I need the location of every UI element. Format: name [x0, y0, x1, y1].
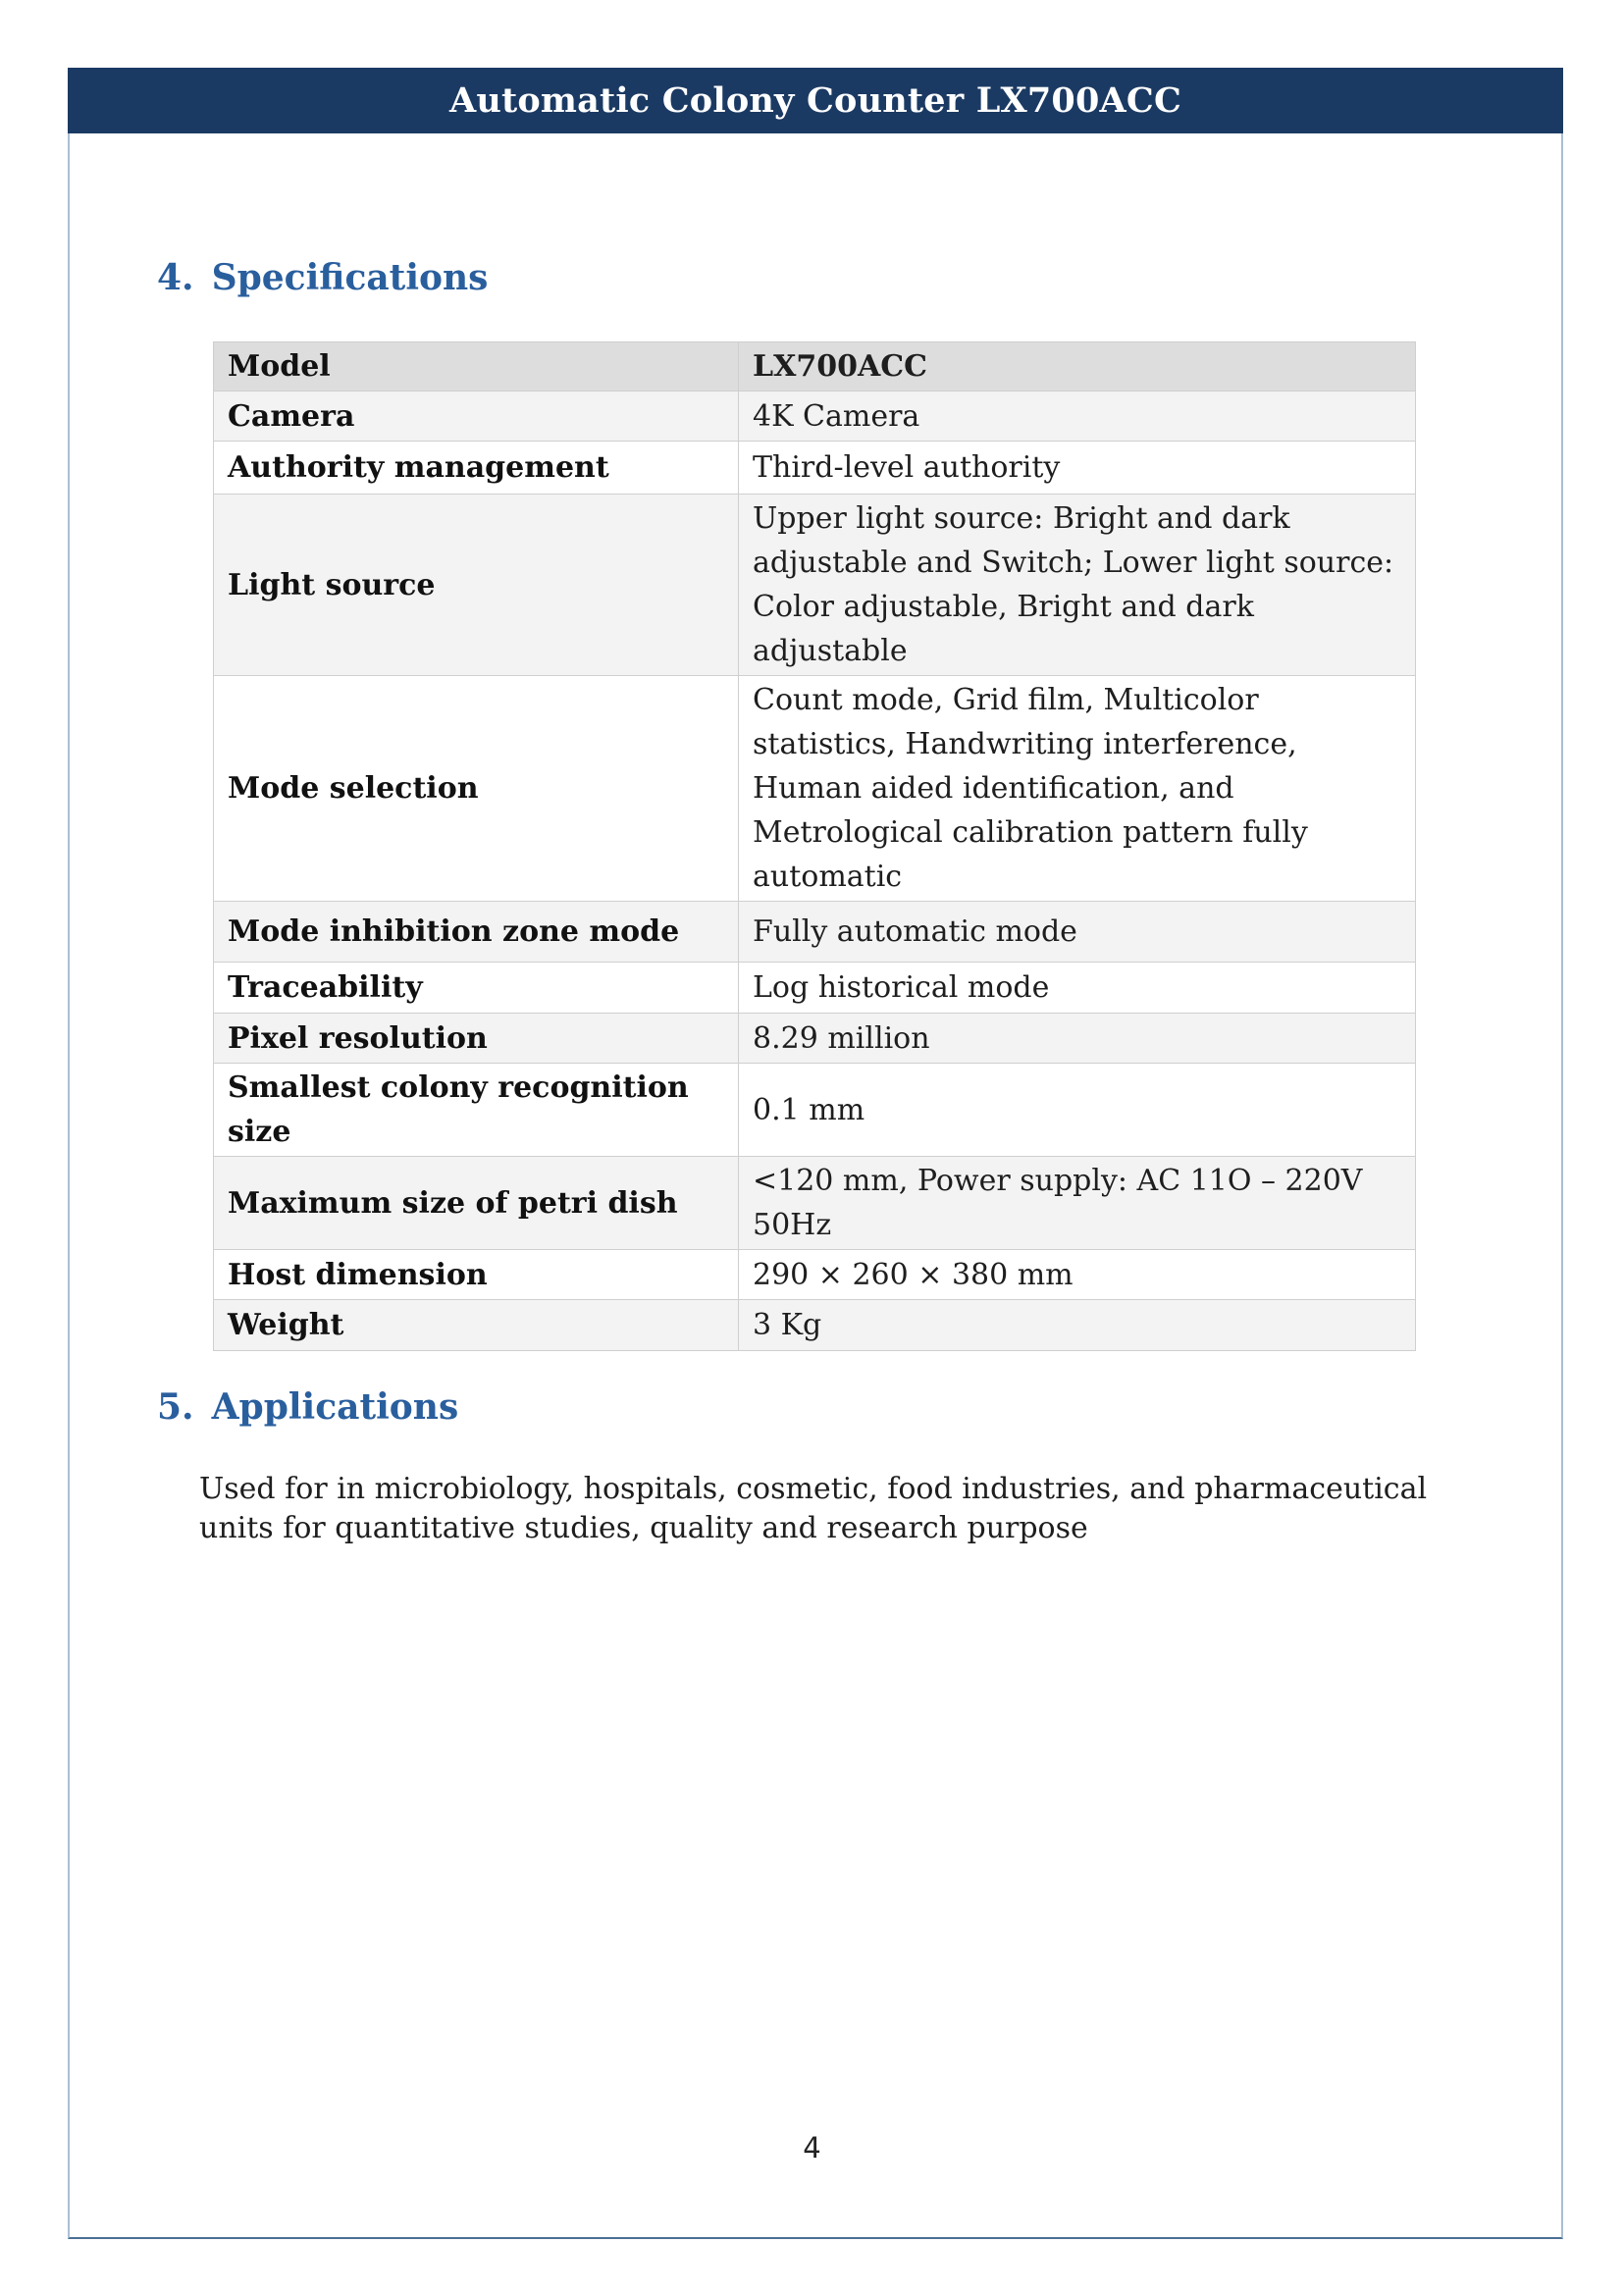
table-row [214, 1300, 1416, 1351]
spec-value: Log historical mode [739, 963, 1416, 1014]
table-row [214, 1157, 1416, 1250]
section-title: Applications [211, 1386, 459, 1428]
spec-key: Maximum size of petri dish [214, 1157, 739, 1250]
table-row [214, 1014, 1416, 1064]
spec-value: <120 mm, Power supply: AC 11O – 220V 50Hz [739, 1157, 1416, 1250]
spec-value: 4K Camera [739, 391, 1416, 442]
spec-key: Light source [214, 495, 739, 676]
section-number: 4. [157, 257, 194, 298]
spec-value: Upper light source: Bright and dark adjustable and Switch; Lower light source: Color adjustable, Bright and dark adjustable [739, 495, 1416, 676]
table-row [214, 342, 1416, 391]
spec-key: Authority management [214, 442, 739, 495]
table-row [214, 495, 1416, 676]
spec-value: Fully automatic mode [739, 902, 1416, 963]
spec-key: Model [214, 342, 739, 391]
table-row [214, 391, 1416, 442]
specifications-table [213, 341, 1416, 1351]
spec-key: Mode selection [214, 676, 739, 902]
table-row [214, 1064, 1416, 1157]
spec-value: LX700ACC [739, 342, 1416, 391]
table-row [214, 902, 1416, 963]
spec-value: 3 Kg [739, 1300, 1416, 1351]
spec-key: Pixel resolution [214, 1014, 739, 1064]
table-row [214, 676, 1416, 902]
applications-paragraph: Used for in microbiology, hospitals, cosmetic, food industries, and pharmaceutical units for quantitative studies, quality and research purpose [199, 1472, 1428, 1545]
spec-value: Count mode, Grid film, Multicolor statistics, Handwriting interference, Human aided identification, and Metrological calibration pattern fully automatic [739, 676, 1416, 902]
spec-value: 290 × 260 × 380 mm [739, 1250, 1416, 1300]
page-number: 4 [803, 2131, 821, 2165]
spec-value: 0.1 mm [739, 1064, 1416, 1157]
spec-key: Smallest colony recognition size [214, 1064, 739, 1157]
table-row [214, 1250, 1416, 1300]
section-number: 5. [157, 1386, 194, 1428]
table-row [214, 442, 1416, 495]
section-title: Specifications [211, 257, 489, 298]
spec-value: 8.29 million [739, 1014, 1416, 1064]
spec-key: Weight [214, 1300, 739, 1351]
spec-key: Mode inhibition zone mode [214, 902, 739, 963]
spec-value: Third-level authority [739, 442, 1416, 495]
document-header [68, 68, 1563, 133]
table-row [214, 963, 1416, 1014]
spec-key: Camera [214, 391, 739, 442]
document-title: Automatic Colony Counter LX700ACC [448, 80, 1182, 121]
section-heading-specifications [157, 257, 488, 298]
section-heading-applications [157, 1386, 458, 1428]
spec-key: Host dimension [214, 1250, 739, 1300]
spec-key: Traceability [214, 963, 739, 1014]
